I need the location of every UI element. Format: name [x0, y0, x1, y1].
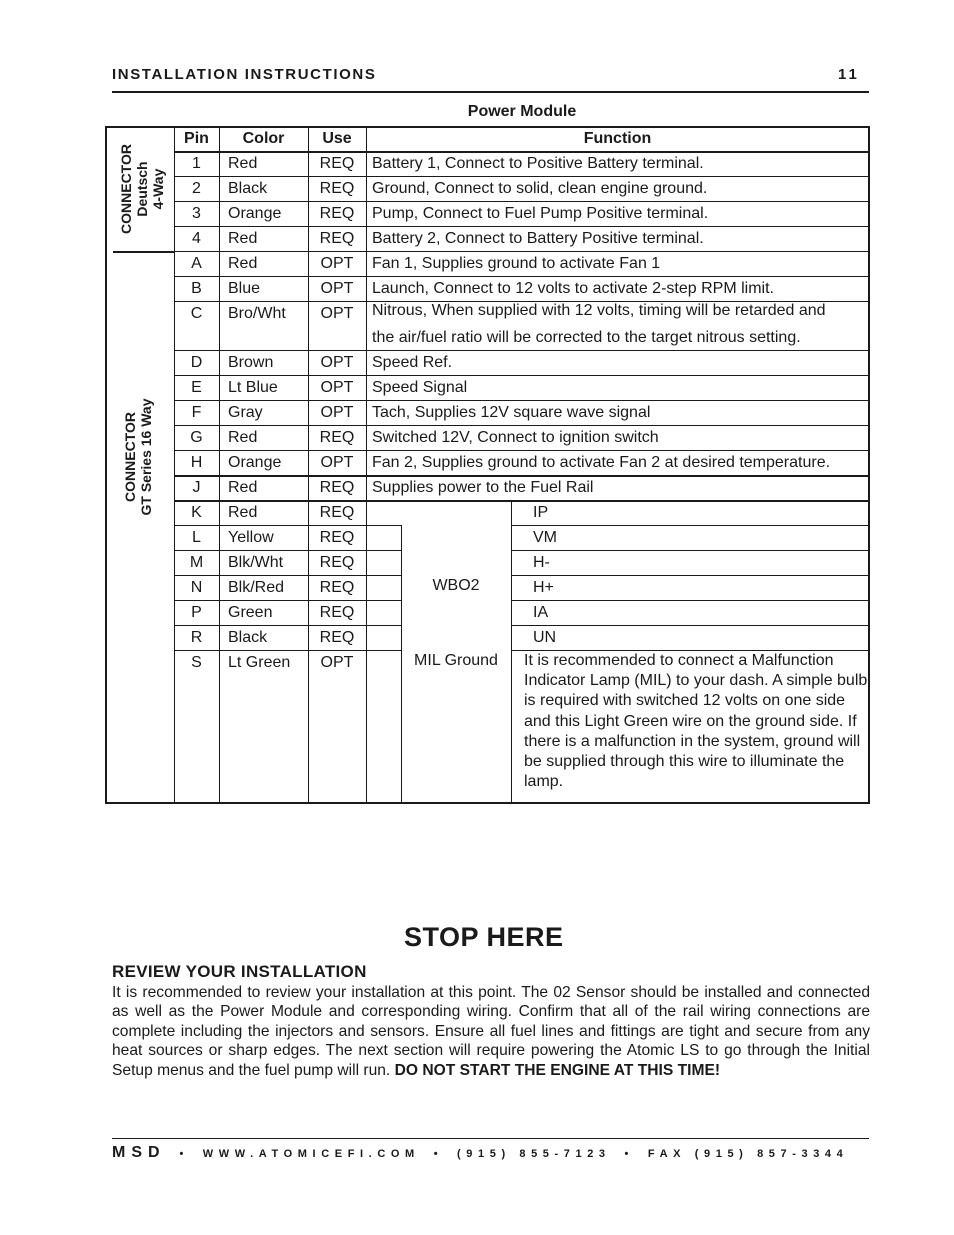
function-cell-cont: the air/fuel ratio will be corrected to the target nitrous setting. — [372, 329, 801, 346]
pin-cell: G — [190, 429, 203, 446]
pin-cell: H — [190, 454, 203, 471]
connector-deutsch-label-line: 4-Way — [150, 168, 166, 210]
row-line — [511, 525, 869, 526]
pin-cell: S — [191, 654, 202, 671]
color-cell: Blk/Wht — [228, 554, 284, 571]
function-cell: Tach, Supplies 12V square wave signal — [372, 404, 651, 421]
col-line-function — [366, 126, 367, 802]
review-heading: REVIEW YOUR INSTALLATION — [112, 962, 367, 981]
pin-cell: P — [191, 604, 202, 621]
stop-heading: STOP HERE — [404, 922, 564, 952]
use-cell: OPT — [320, 354, 354, 371]
header-function: Function — [583, 130, 652, 147]
col-line-color — [219, 126, 220, 802]
connector-gt-label-line: CONNECTOR — [122, 412, 138, 502]
row-line — [174, 276, 869, 277]
footer-website: WWW.ATOMICEFI.COM — [202, 1148, 420, 1160]
footer-phone: (915) 855-7123 — [457, 1148, 611, 1160]
color-cell: Blue — [228, 280, 261, 297]
pin-cell: A — [191, 255, 202, 272]
connector-deutsch-label-line: CONNECTOR — [118, 144, 134, 234]
row-line — [511, 600, 869, 601]
header-color: Color — [242, 130, 285, 147]
wbo2-signal-cell: H- — [533, 554, 550, 571]
color-cell: Black — [228, 629, 268, 646]
color-cell: Red — [228, 479, 258, 496]
function-cell: Supplies power to the Fuel Rail — [372, 479, 594, 496]
color-cell: Orange — [228, 205, 282, 222]
row-line — [174, 151, 869, 153]
row-line — [174, 625, 366, 626]
group-divider — [113, 251, 174, 253]
function-cell: Speed Signal — [372, 379, 468, 396]
function-cell: Switched 12V, Connect to ignition switch — [372, 429, 659, 446]
pin-cell: 2 — [192, 180, 201, 197]
color-cell: Lt Blue — [228, 379, 278, 396]
wbo2-signal-cell: UN — [533, 629, 557, 646]
pin-cell: K — [191, 504, 202, 521]
pin-cell: 4 — [192, 230, 201, 247]
function-cell: Nitrous, When supplied with 12 volts, timing will be retarded and — [372, 302, 826, 319]
use-cell: REQ — [319, 504, 355, 521]
pin-cell: J — [192, 479, 201, 496]
row-line — [174, 251, 869, 252]
footer-rule — [112, 1138, 869, 1139]
connector-deutsch-label — [118, 144, 166, 234]
review-warning: DO NOT START THE ENGINE AT THIS TIME! — [394, 1061, 721, 1079]
use-cell: REQ — [319, 629, 355, 646]
row-line — [174, 425, 869, 426]
color-cell: Brown — [228, 354, 274, 371]
col-line-wbo2-right — [511, 500, 512, 802]
row-line — [511, 625, 869, 626]
wbo2-signal-cell: IP — [533, 504, 549, 521]
row-line — [511, 550, 869, 551]
color-cell: Bro/Wht — [228, 305, 286, 322]
use-cell: OPT — [320, 379, 354, 396]
table-border-bottom — [105, 802, 870, 804]
row-line — [366, 575, 401, 576]
use-cell: REQ — [319, 230, 355, 247]
row-line — [174, 650, 366, 651]
use-cell: OPT — [320, 305, 354, 322]
use-cell: REQ — [319, 205, 355, 222]
use-cell: REQ — [319, 604, 355, 621]
pin-cell: 1 — [192, 155, 201, 172]
footer-sep-3: • — [624, 1148, 634, 1160]
row-line — [174, 400, 869, 401]
function-cell: Launch, Connect to 12 volts to activate 2-step RPM limit. — [372, 280, 774, 297]
color-cell: Red — [228, 504, 258, 521]
mil-note: It is recommended to connect a Malfunction Indicator Lamp (MIL) to your dash. A simple bulb is required with switched 12 volts on one side and this Light Green wire on the ground side. If there is a malfunction in the system, ground will be supplied through this wire to illuminate the lamp. — [524, 652, 868, 791]
function-cell: Fan 2, Supplies ground to activate Fan 2 at desired temperature. — [372, 454, 831, 471]
review-paragraph — [112, 983, 870, 1080]
section-title: INSTALLATION INSTRUCTIONS — [112, 66, 377, 83]
color-cell: Red — [228, 429, 258, 446]
row-line — [366, 650, 401, 651]
row-line — [174, 226, 869, 227]
wbo2-signal-cell: H+ — [533, 579, 554, 596]
use-cell: OPT — [320, 255, 354, 272]
table-caption: Power Module — [467, 103, 577, 120]
use-cell: REQ — [319, 479, 355, 496]
function-cell: Ground, Connect to solid, clean engine ground. — [372, 180, 708, 197]
header-use: Use — [322, 130, 352, 147]
row-line — [511, 575, 869, 576]
connector-gt-label — [122, 399, 154, 516]
use-cell: REQ — [319, 429, 355, 446]
table-border-left — [105, 126, 107, 804]
use-cell: REQ — [319, 155, 355, 172]
color-cell: Red — [228, 230, 258, 247]
color-cell: Gray — [228, 404, 263, 421]
pin-cell: D — [190, 354, 203, 371]
page-number: 11 — [838, 66, 860, 83]
pin-cell: E — [191, 379, 202, 396]
row-line — [174, 575, 366, 576]
pin-cell: R — [190, 629, 203, 646]
color-cell: Lt Green — [228, 654, 291, 671]
row-line — [366, 600, 401, 601]
use-cell: OPT — [320, 654, 354, 671]
pin-cell: N — [190, 579, 203, 596]
connector-gt-label-line: GT Series 16 Way — [138, 398, 154, 516]
pin-cell: B — [191, 280, 202, 297]
row-line — [366, 550, 401, 551]
row-line — [174, 525, 366, 526]
color-cell: Green — [228, 604, 273, 621]
color-cell: Yellow — [228, 529, 274, 546]
pin-cell: C — [190, 305, 203, 322]
function-cell: Battery 2, Connect to Battery Positive terminal. — [372, 230, 704, 247]
footer-sep-2: • — [433, 1148, 444, 1160]
color-cell: Orange — [228, 454, 282, 471]
function-cell: Battery 1, Connect to Positive Battery terminal. — [372, 155, 704, 172]
review-body: It is recommended to review your installation at this point. The 02 Sensor should be installed and connected as well as the Power Module and corresponding wiring. Confirm that all of the rail wiring connections are complete including the injectors and sensors. Ensure all fuel lines and fittings are tight and secure from any heat sources or sharp edges. The next section will require powering the Atomic LS to go through the Initial Setup menus and the fuel pump will run. — [112, 984, 870, 1079]
row-line — [174, 500, 869, 502]
row-line — [174, 450, 869, 451]
header-pin: Pin — [184, 130, 209, 147]
use-cell: OPT — [320, 404, 354, 421]
row-line — [174, 350, 869, 351]
footer-brand: MSD — [112, 1144, 166, 1161]
footer-sep-1: • — [179, 1148, 189, 1160]
color-cell: Blk/Red — [228, 579, 285, 596]
row-line — [366, 625, 401, 626]
use-cell: OPT — [320, 454, 354, 471]
function-cell: Fan 1, Supplies ground to activate Fan 1 — [372, 255, 661, 272]
wbo2-signal-cell: VM — [533, 529, 557, 546]
wbo2-label: WBO2 — [432, 577, 480, 594]
row-line — [174, 475, 869, 477]
row-line — [174, 550, 366, 551]
use-cell: OPT — [320, 280, 354, 297]
use-cell: REQ — [319, 579, 355, 596]
row-line — [174, 201, 869, 202]
use-cell: REQ — [319, 554, 355, 571]
pin-cell: F — [191, 404, 202, 421]
pin-cell: 3 — [192, 205, 201, 222]
connector-deutsch-label-line: Deutsch — [134, 161, 150, 217]
use-cell: REQ — [319, 529, 355, 546]
color-cell: Red — [228, 255, 258, 272]
use-cell: REQ — [319, 180, 355, 197]
header-rule — [112, 91, 869, 93]
footer-fax: FAX (915) 857-3344 — [647, 1148, 849, 1160]
row-line — [174, 600, 366, 601]
footer — [112, 1144, 869, 1162]
mil-ground-label: MIL Ground — [414, 652, 498, 669]
row-line — [174, 375, 869, 376]
row-line — [366, 525, 401, 526]
pin-cell: L — [192, 529, 201, 546]
pin-cell: M — [189, 554, 204, 571]
wbo2-signal-cell: IA — [533, 604, 549, 621]
function-cell: Pump, Connect to Fuel Pump Positive terminal. — [372, 205, 709, 222]
row-line — [174, 176, 869, 177]
function-cell: Speed Ref. — [372, 354, 453, 371]
color-cell: Black — [228, 180, 268, 197]
color-cell: Red — [228, 155, 258, 172]
